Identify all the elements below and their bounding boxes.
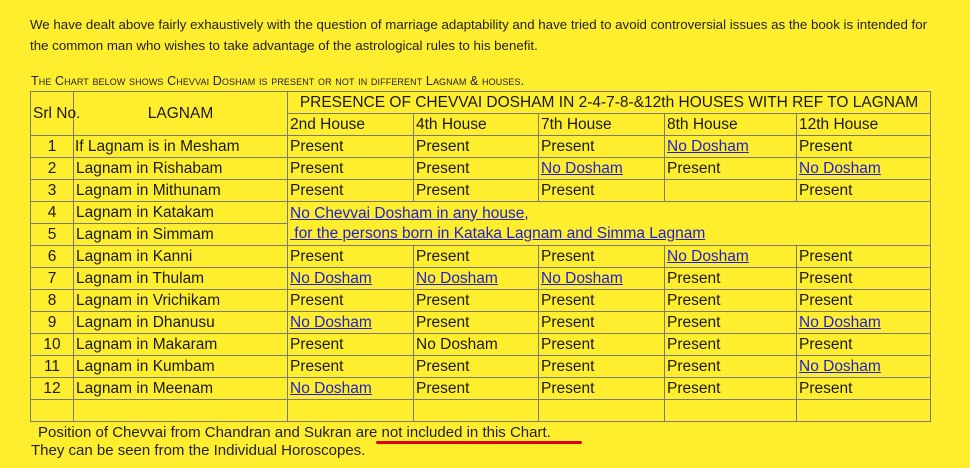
dosham-value: Present: [667, 379, 721, 397]
note-line-1-link[interactable]: No Chevvai Dosham in any house,: [290, 204, 529, 222]
house-cell: [288, 158, 414, 180]
house-cell: [665, 378, 797, 400]
house-cell: [288, 246, 414, 268]
house-cell: [414, 378, 539, 400]
lagnam-cell: Lagnam in Kumbam: [74, 356, 288, 378]
red-emphasis-underline: [376, 441, 582, 444]
srl-cell: 8: [31, 290, 74, 312]
house-cell: [539, 136, 665, 158]
house-cell: [288, 136, 414, 158]
footnote-line-2: They can be seen from the Individual Horoscopes.: [31, 442, 366, 459]
house-cell[interactable]: [665, 246, 797, 268]
house-cell: [665, 268, 797, 290]
empty-cell: [539, 400, 665, 422]
intro-paragraph: We have dealt above fairly exhaustively with the question of marriage adaptability and have tried to avoid controversial issues as the book is intended for the common man who wishes to take advantage of the astrological rules to his benefit.: [30, 17, 928, 53]
footnote-period: .: [546, 424, 551, 441]
house-cell: [797, 290, 931, 312]
house-cell[interactable]: [539, 158, 665, 180]
house-cell: [539, 246, 665, 268]
dosham-value: Present: [416, 357, 470, 375]
house-cell: [539, 356, 665, 378]
srl-no-header: Srl No.: [31, 92, 74, 136]
empty-cell: [414, 400, 539, 422]
dosham-value: Present: [541, 137, 595, 155]
house-cell: [539, 290, 665, 312]
lagnam-cell: Lagnam in Dhanusu: [74, 312, 288, 334]
no-dosham-link[interactable]: No Dosham: [799, 159, 881, 177]
note-line-2-link[interactable]: for the persons born in Kataka Lagnam and Simma Lagnam: [290, 224, 706, 242]
dosham-value: Present: [541, 357, 595, 375]
srl-cell: 5: [31, 224, 74, 246]
no-dosham-link[interactable]: No Dosham: [799, 357, 881, 375]
table-row: [31, 202, 931, 224]
dosham-value: Present: [667, 269, 721, 287]
lagnam-cell: Lagnam in Thulam: [74, 268, 288, 290]
lagnam-cell: If Lagnam is in Mesham: [74, 136, 288, 158]
house-cell: [414, 246, 539, 268]
srl-cell: 9: [31, 312, 74, 334]
house-cell: [414, 290, 539, 312]
dosham-value: Present: [290, 181, 344, 199]
house-cell: [539, 378, 665, 400]
dosham-value: Present: [416, 291, 470, 309]
dosham-value: Present: [667, 291, 721, 309]
table-row: [31, 334, 931, 356]
chart-caption: The Chart below shows Chevvai Dosham is present or not in different Lagnam & houses.: [31, 74, 525, 88]
footnote-text: Position of Chevvai from Chandran and Sukran: [38, 424, 356, 441]
lagnam-cell: Lagnam in Katakam: [74, 202, 288, 224]
no-dosham-link[interactable]: No Dosham: [667, 137, 749, 155]
dosham-value: Present: [290, 159, 344, 177]
dosham-value: Present: [416, 247, 470, 265]
dosham-value: Present: [290, 335, 344, 353]
dosham-value: Present: [541, 247, 595, 265]
lagnam-cell: Lagnam in Makaram: [74, 334, 288, 356]
house-cell: [414, 356, 539, 378]
dosham-value: Present: [667, 357, 721, 375]
empty-cell: [288, 400, 414, 422]
house-cell[interactable]: [797, 312, 931, 334]
empty-cell: [31, 400, 74, 422]
house-cell: [797, 136, 931, 158]
lagnam-cell: Lagnam in Mithunam: [74, 180, 288, 202]
house-cell: [414, 180, 539, 202]
no-dosham-link[interactable]: No Dosham: [290, 379, 372, 397]
empty-cell: [797, 400, 931, 422]
table-row: [31, 246, 931, 268]
table-row: [31, 268, 931, 290]
dosham-value: Present: [290, 357, 344, 375]
dosham-value: No Dosham: [416, 335, 498, 353]
no-dosham-link[interactable]: No Dosham: [290, 313, 372, 331]
house-cell: [665, 180, 797, 202]
no-dosham-link[interactable]: No Dosham: [667, 247, 749, 265]
no-dosham-link[interactable]: No Dosham: [290, 269, 372, 287]
dosham-value: Present: [799, 247, 853, 265]
dosham-value: Present: [541, 181, 595, 199]
table-row: [31, 312, 931, 334]
srl-cell: 11: [31, 356, 74, 378]
no-dosham-link[interactable]: No Dosham: [541, 269, 623, 287]
lagnam-cell: Lagnam in Kanni: [74, 246, 288, 268]
dosham-value: Present: [541, 291, 595, 309]
house-cell: [539, 180, 665, 202]
house-cell: [665, 290, 797, 312]
lagnam-cell: Lagnam in Meenam: [74, 378, 288, 400]
empty-cell: [74, 400, 288, 422]
empty-cell: [665, 400, 797, 422]
srl-cell: 10: [31, 334, 74, 356]
srl-cell: 6: [31, 246, 74, 268]
house-cell[interactable]: [414, 268, 539, 290]
table-row: [31, 180, 931, 202]
house-cell: [414, 312, 539, 334]
house-cell[interactable]: [288, 312, 414, 334]
house-cell: [665, 158, 797, 180]
srl-cell: 3: [31, 180, 74, 202]
dosham-value: Present: [416, 181, 470, 199]
dosham-value: Present: [416, 137, 470, 155]
dosham-value: Present: [541, 335, 595, 353]
dosham-value: Present: [541, 379, 595, 397]
dosham-value: Present: [667, 313, 721, 331]
house-cell: [665, 356, 797, 378]
table-row: [31, 378, 931, 400]
house-cell: [288, 356, 414, 378]
house-header: 7th House: [539, 114, 665, 136]
table-row: [31, 158, 931, 180]
house-cell[interactable]: [288, 268, 414, 290]
empty-row: [31, 400, 931, 422]
srl-cell: 4: [31, 202, 74, 224]
presence-header: PRESENCE OF CHEVVAI DOSHAM IN 2-4-7-8-&12th HOUSES WITH REF TO LAGNAM: [288, 92, 931, 114]
house-cell: [288, 290, 414, 312]
dosham-value: Present: [290, 291, 344, 309]
house-cell: [797, 378, 931, 400]
dosham-value: Present: [799, 137, 853, 155]
lagnam-cell: Lagnam in Vrichikam: [74, 290, 288, 312]
dosham-value: Present: [541, 313, 595, 331]
dosham-value: Present: [799, 335, 853, 353]
house-cell: [665, 312, 797, 334]
house-cell: [288, 334, 414, 356]
header-row-1: [31, 92, 931, 114]
house-cell: [288, 180, 414, 202]
house-cell: [414, 136, 539, 158]
merged-note-cell[interactable]: [288, 202, 931, 246]
dosham-value: Present: [799, 181, 853, 199]
dosham-value: Present: [290, 247, 344, 265]
footnote-emphasis: are not included in this Chart: [355, 424, 547, 441]
srl-cell: 12: [31, 378, 74, 400]
house-cell[interactable]: [797, 356, 931, 378]
house-cell: [539, 334, 665, 356]
house-header: 8th House: [665, 114, 797, 136]
house-header: 4th House: [414, 114, 539, 136]
lagnam-cell: Lagnam in Simmam: [74, 224, 288, 246]
house-cell: [539, 312, 665, 334]
footnote-line-1: [31, 424, 551, 442]
table-row: [31, 290, 931, 312]
table-row: [31, 356, 931, 378]
no-dosham-link[interactable]: No Dosham: [416, 269, 498, 287]
dosham-value: Present: [416, 159, 470, 177]
house-cell[interactable]: [665, 136, 797, 158]
dosham-value: Present: [799, 291, 853, 309]
srl-cell: 1: [31, 136, 74, 158]
dosham-value: Present: [290, 137, 344, 155]
house-header: 2nd House: [288, 114, 414, 136]
house-cell: [665, 334, 797, 356]
srl-cell: 2: [31, 158, 74, 180]
dosham-value: Present: [667, 335, 721, 353]
house-cell[interactable]: [288, 378, 414, 400]
house-cell: [414, 158, 539, 180]
dosham-value: Present: [799, 379, 853, 397]
chevvai-dosham-table: [30, 91, 931, 422]
lagnam-header: LAGNAM: [74, 92, 288, 136]
no-dosham-link[interactable]: No Dosham: [541, 159, 623, 177]
house-cell[interactable]: [539, 268, 665, 290]
no-dosham-link[interactable]: No Dosham: [799, 313, 881, 331]
srl-cell: 7: [31, 268, 74, 290]
house-header: 12th House: [797, 114, 931, 136]
house-cell: [414, 334, 539, 356]
house-cell[interactable]: [797, 158, 931, 180]
dosham-value: Present: [416, 379, 470, 397]
dosham-value: Present: [416, 313, 470, 331]
lagnam-cell: Lagnam in Rishabam: [74, 158, 288, 180]
table-row: [31, 136, 931, 158]
dosham-value: Present: [799, 269, 853, 287]
house-cell: [797, 180, 931, 202]
house-cell: [797, 246, 931, 268]
house-cell: [797, 268, 931, 290]
dosham-value: Present: [667, 159, 721, 177]
house-cell: [797, 334, 931, 356]
